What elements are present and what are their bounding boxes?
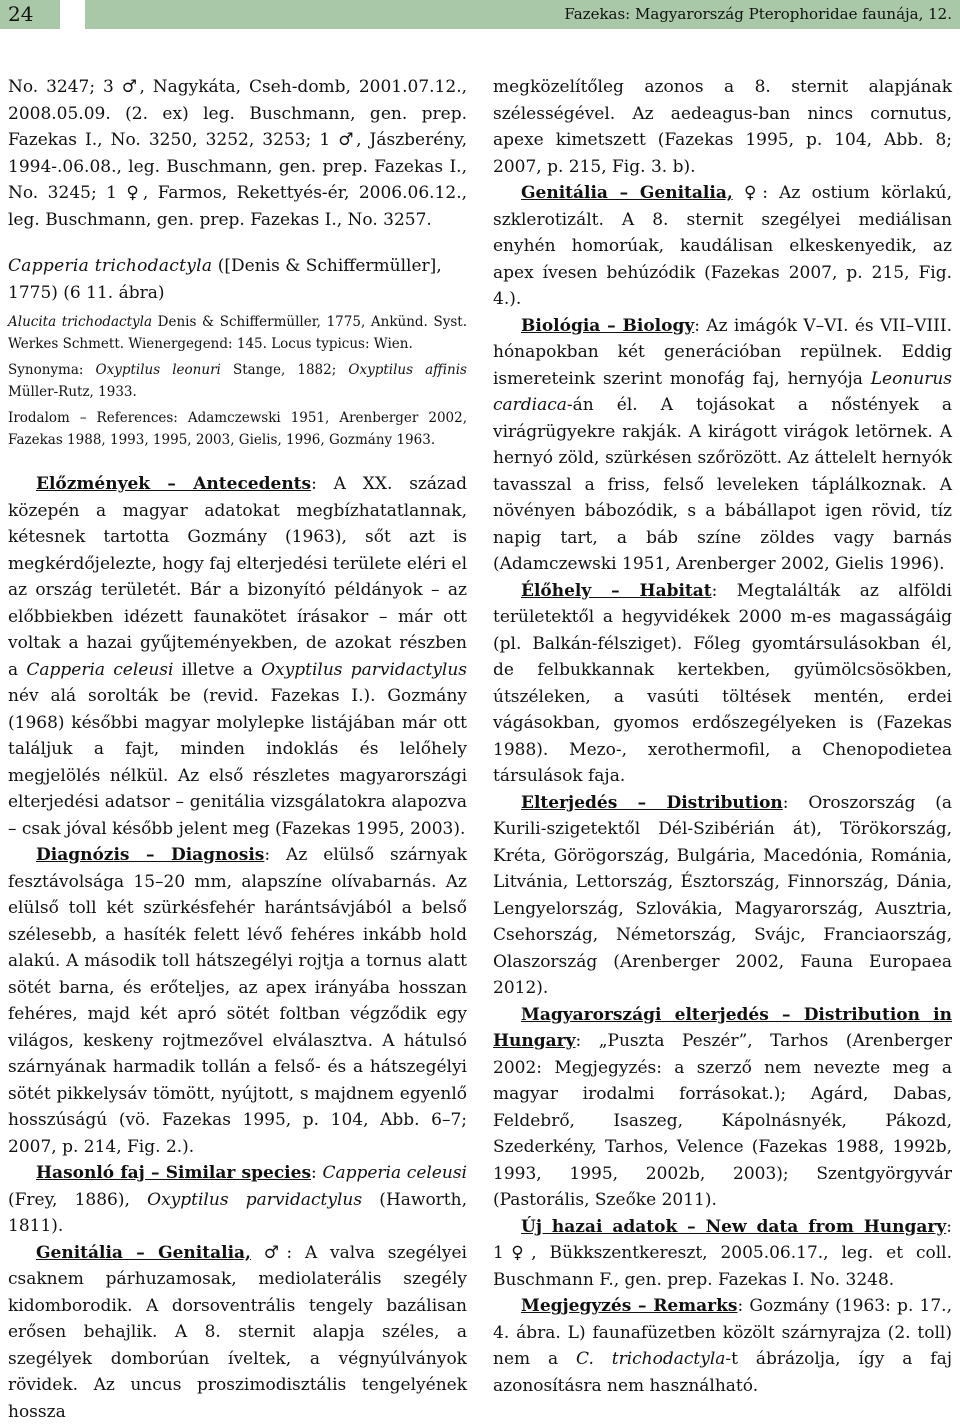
section-habitat [493,578,952,790]
similar-species-2-author: (Haworth, 1811). [8,1189,467,1236]
similar-species-1: Capperia celeusi [322,1163,467,1183]
antecedents-text-2: illetve a [173,659,262,680]
original-citation: Denis & Schiffermüller, 1775, Ankünd. Syst. Werkes Schmett. Wienergegend: 145. Locus typicus: Wien. [8,314,467,352]
synonym-2-author: Müller-Rutz, 1933. [8,384,137,400]
original-description [8,311,467,355]
distribution-hungary-heading: Magyarországi elterjedés – Distribution in Hungary [493,1004,952,1051]
antecedents-taxon-1: Capperia celeusi [26,659,174,680]
running-title: Fazekas: Magyarország Pterophoridae faunája, 12. [85,0,960,29]
biology-heading: Biológia – Biology [521,315,695,336]
antecedents-text-3: név alá sorolták be (revid. Fazekas I.). Gozmány (1968) későbbi magyar molylepke listájában már ott találjuk a fajt, minden indoklás és lelőhely megjelölés nélkül. Az első részletes magyarországi elterjedési adatsor – genitália vizsgálatokra alapozva – csak jóval később jelent meg (Fazekas 1995, 2003). [8,686,467,839]
similar-species-sep: : [311,1163,323,1183]
antecedents-heading: Előzmények – Antecedents [36,474,312,494]
antecedents-text: : A XX. század közepén a magyar adatokat megbízhatatlannak, kétesnek tartotta Gozmány (1963), sőt azt is megkérdőjelezte, hogy faj elterjedési területe eléri el az ország területét. Bár a bizonyító példányok – az előbbiekben idézett faunakötet írásakor – már ott voltak a hazai gyűjteményekben, de azokat részben a [8,474,467,680]
running-header [0,0,960,48]
male-genitalia-text: ♂: A valva szegélyei csaknem párhuzamosak, mediolaterális szegély kidomborodik. A dorsoventrális tengely bazálisan erősen behajlik. A 8. sternit alapja széles, a szegélyek domborúan íveltek, a végnyúlványok rövidek. Az uncus proszimodisztális tengelyének hossza [8,1242,467,1422]
left-column [8,74,467,1425]
diagnosis-text: : Az elülső szárnyak fesztávolsága 15–20 mm, alapszíne olívabarnás. Az elülső toll két szürkésfehér harántsávjából a belső szélesebb, a hasíték felett lévő fehéres inkább hold alakú. A második toll hátszegélyi rojtja a tornus alatt sötét barna, és erőteljes, az apex irányába hosszan fehéres, majd két apró sötét foltban végződik egy világos, keskeny rojtmezővel elválasztva. A hátulsó szárnyának harmadik tollán a felső- és a hátszegélyi sötét pikkelysáv tömött, nyújtott, s majdnem egyenlő hosszúságú (vö. Fazekas 1995, p. 104, Abb. 6–7; 2007, p. 214, Fig. 2.). [8,845,467,1157]
female-genitalia-heading: Genitália – Genitalia, [521,183,733,203]
species-name: Capperia trichodactyla [8,256,213,276]
distribution-text: : Oroszország (a Kurili-szigetektől Dél-Szibérián át), Törökország, Kréta, Görögország, Bulgária, Macedónia, Románia, Litvánia, Lettország, Észtország, Finnország, Dánia, Lengyelország, Szlovákia, Magyarország, Ausztria, Csehország, Németország, Svájc, Franciaország, Olaszország (Arenberger 2002, Fauna Europaea 2012). [493,792,952,998]
synonyms-label: Synonyma: [8,362,96,378]
section-biology [493,313,952,578]
distribution-hungary-text: : „Puszta Peszér”, Tarhos (Arenberger 2002: Megjegyzés: a szerző nem nevezte meg a magyar irodalmi forrásokat.); Agárd, Dabas, Feldebrő, Isaszeg, Kápolnásnyék, Pákozd, Szederkény, Tarhos, Velence (Fazekas 1988, 1992b, 1993, 1995, 2002b, 2003); Szentgyörgyvár (Pastorális, Szeőke 2011). [493,1031,952,1210]
section-male-genitalia [8,1240,467,1425]
habitat-heading: Élőhely – Habitat [521,580,712,601]
similar-species-1-author: (Frey, 1886), [8,1189,148,1210]
section-new-data [493,1214,952,1294]
similar-species-heading: Hasonló faj – Similar species [36,1163,312,1183]
section-similar-species [8,1160,467,1240]
literature: Irodalom – References: Adamczewski 1951, Arenberger 2002, Fazekas 1988, 1993, 1995, 2003, Gielis, 1996, Gozmány 1963. [8,410,467,448]
new-data-heading: Új hazai adatok – New data from Hungary [521,1216,947,1237]
new-data-text: : 1♀, Bükkszentkereszt, 2005.06.17., leg. et coll. Buschmann F., gen. prep. Fazekas I. No. 3248. [493,1216,952,1290]
synonyms [8,359,467,403]
original-name: Alucita trichodactyla [8,314,153,330]
section-diagnosis [8,842,467,1160]
male-genitalia-continued: megközelítőleg azonos a 8. sternit alapjának szélességével. Az aedeagus-ban nincs cornutus, apexe kimetszett (Fazekas 1995, p. 104, Abb. 8; 2007, p. 215, Fig. 3. b). [493,77,952,177]
section-distribution [493,790,952,1002]
biology-text: : Az imágók V–VI. és VII–VIII. hónapokban két generációban repülnek. Eddig ismereteink szerint monofág faj, hernyója [493,315,952,389]
synonym-1: Oxyptilus leonuri [95,362,221,378]
material-examined: No. 3247; 3 ♂, Nagykáta, Cseh-domb, 2001.07.12., 2008.05.09. (2. ex) leg. Buschmann, gen. prep. Fazekas I., No. 3250, 3252, 3253; 1 ♂, Jászberény, 1994-.06.08., leg. Buschmann, gen. prep. Fazekas I., No. 3245; 1 ♀, Farmos, Rekettyés-ér, 2006.06.12., leg. Buschmann, gen. prep. Fazekas I., No. 3257. [8,77,467,230]
section-distribution-hungary [493,1002,952,1214]
section-remarks [493,1293,952,1399]
male-genitalia-heading: Genitália – Genitalia, [36,1242,251,1263]
synonym-1-author: Stange, 1882; [220,362,349,378]
remarks-text-2: -t ábrázolja, így a faj azonosításra nem használható. [493,1349,952,1396]
biology-text-2: -án él. A tojásokat a nőstények a virágrügyekre rakják. A kirágott virágok letörnek. A hernyó zöld, szürkésen szőrözött. Az áttelelt hernyók tavasszal a friss, felső leveleken táplálkoznak. A növényen bábozódik, s a bábállapot igen rövid, tíz napig tart, a báb színe zöldes vagy barnás (Adamczewski 1951, Arenberger 2002, Gielis 1996). [493,395,952,574]
right-column [493,74,952,1399]
remarks-text: : Gozmány (1963: p. 17., 4. ábra. L) faunafüzetben közölt szárnyrajza (2. toll) nem a [493,1296,952,1369]
distribution-heading: Elterjedés – Distribution [521,792,783,813]
host-plant: Leonurus cardiaca [493,368,952,415]
habitat-text: : Megtalálták az alföldi területektől a hegyvidékek 2000 m-es magasságáig (pl. Balkán-félsziget). Főleg gyomtársulásokban él, de felbukkannak kertekben, gyümölcsösökben, útszéleken, a vasúti töltések mentén, erdei vágásokban, gyomos erdőszegélyeken is (Fazekas 1988). Mezo-, xerothermofil, a Chenopodietea társulások faja. [493,580,952,786]
section-antecedents [8,471,467,842]
section-female-genitalia [493,180,952,313]
antecedents-taxon-2: Oxyptilus parvidactylus [261,659,467,680]
remarks-taxon: C. trichodactyla [576,1349,726,1369]
species-author: ([Denis & Schiffermüller], 1775) (6 11. ábra) [8,256,442,303]
similar-species-2: Oxyptilus parvidactylus [147,1189,363,1210]
page-number: 24 [0,0,60,29]
remarks-heading: Megjegyzés – Remarks [521,1296,738,1316]
diagnosis-heading: Diagnózis – Diagnosis [36,845,265,865]
species-heading [8,253,467,307]
synonym-2: Oxyptilus affinis [348,362,467,378]
female-genitalia-text: ♀: Az ostium körlakú, szklerotizált. A 8. sternit szegélyei mediálisan enyhén homorúak, kaudálisan elkeskenyedik, az apex ívesen behúzódik (Fazekas 2007, p. 215, Fig. 4.). [493,183,952,309]
